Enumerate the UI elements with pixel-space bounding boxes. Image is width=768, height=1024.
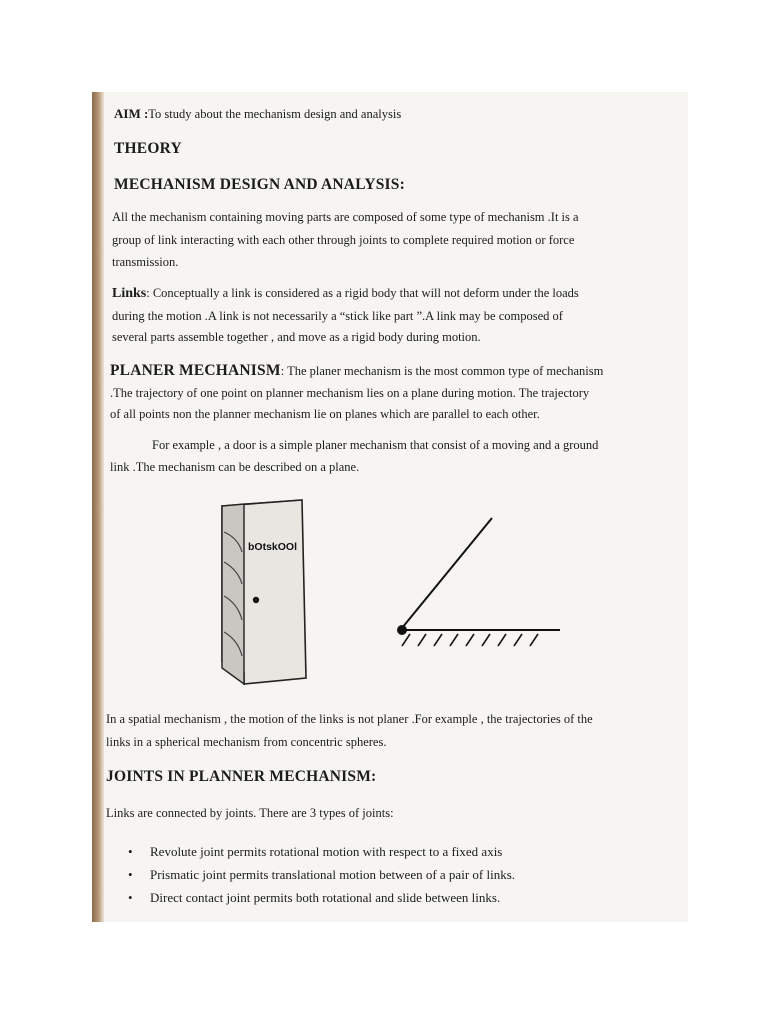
joint-item-revolute (128, 844, 502, 860)
joints-heading: JOINTS IN PLANNER MECHANISM: (106, 768, 377, 785)
planer-text-1: : The planer mechanism is the most common type of mechanism (280, 364, 604, 378)
pivot-joint (397, 625, 407, 635)
door-knob (253, 597, 259, 603)
planer-line-2: .The trajectory of one point on planner mechanism lies on a plane during motion. The trajectory (110, 386, 590, 400)
intro-line-2: group of link interacting with each other through joints to complete required motion or force (112, 233, 575, 247)
theory-heading: THEORY (114, 140, 182, 157)
links-text-1: : Conceptually a link is considered as a rigid body that will not deform under the loads (146, 286, 579, 300)
joint-item-text: Direct contact joint permits both rotational and slide between links. (150, 890, 501, 905)
scanned-page (92, 92, 688, 922)
joint-item-text: Prismatic joint permits translational motion between of a pair of links. (150, 867, 516, 882)
links-label: Links (112, 286, 147, 301)
intro-line-1: All the mechanism containing moving parts are composed of some type of mechanism .It is a (112, 210, 579, 224)
joint-item-text: Revolute joint permits rotational motion with respect to a fixed axis (150, 844, 503, 859)
links-line-1 (112, 286, 579, 302)
spatial-line-1: In a spatial mechanism , the motion of the links is not planer .For example , the trajectories of the (106, 712, 593, 726)
example-line-2: link .The mechanism can be described on a plane. (110, 460, 360, 474)
planar-link-diagram (388, 512, 568, 662)
door-sign: bOtskOOl (248, 541, 298, 553)
intro-line-3: transmission. (112, 255, 179, 269)
aim-text: To study about the mechanism design and analysis (148, 107, 402, 121)
links-line-2: during the motion .A link is not necessarily a “stick like part ”.A link may be composed of (112, 309, 563, 323)
spatial-line-2: links in a spherical mechanism from concentric spheres. (106, 735, 387, 749)
aim-label: AIM : (114, 106, 149, 121)
joint-item-prismatic (128, 867, 515, 883)
joint-item-direct-contact (128, 890, 500, 906)
joints-intro: Links are connected by joints. There are 3 types of joints: (106, 806, 394, 820)
bullet-dot: • (128, 867, 133, 882)
door-illustration (220, 492, 320, 692)
links-line-3: several parts assemble together , and move as a rigid body during motion. (112, 330, 481, 344)
aim-line (114, 106, 401, 122)
page-binding-shadow (92, 92, 104, 922)
planer-line-1 (110, 362, 603, 380)
mechanism-heading: MECHANISM DESIGN AND ANALYSIS: (114, 176, 405, 193)
example-line-1: For example , a door is a simple planer mechanism that consist of a moving and a ground (152, 438, 599, 452)
planer-line-3: of all points non the planner mechanism lie on planes which are parallel to each other. (110, 407, 540, 421)
ground-hatching (402, 634, 538, 646)
planer-label: PLANER MECHANISM (110, 362, 281, 379)
bullet-dot: • (128, 844, 133, 859)
bullet-dot: • (128, 890, 133, 905)
